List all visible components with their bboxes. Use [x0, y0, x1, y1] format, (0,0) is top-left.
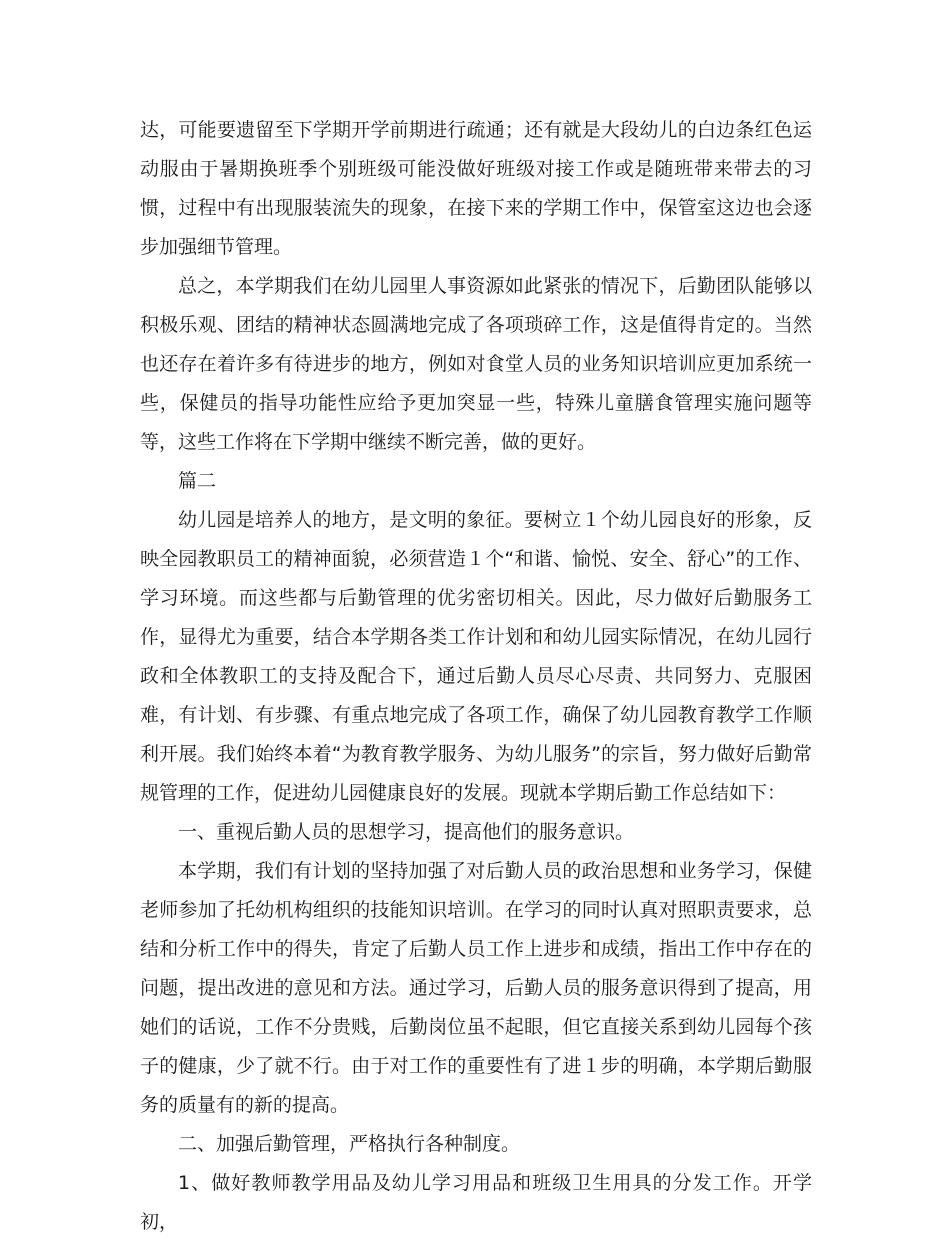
heading-item-two: 二、加强后勤管理，严格执行各种制度。	[178, 1133, 521, 1155]
document-body	[140, 111, 812, 1242]
paragraph-supplies: 1、做好教师教学用品及幼儿学习用品和班级卫生用具的分发工作。开学初，	[140, 1172, 812, 1233]
paragraph-continuation: 达，可能要遗留至下学期开学前期进行疏通；还有就是大段幼儿的白边条红色运动服由于暑期换班季个别班级可能没做好班级对接工作或是随班带来带去的习惯，过程中有出现服装流失的现象，在接下来的学期工作中，保管室这边也会逐步加强细节管理。	[140, 119, 812, 258]
paragraph-summary: 总之，本学期我们在幼儿园里人事资源如此紧张的情况下，后勤团队能够以积极乐观、团结的精神状态圆满地完成了各项琐碎工作，这是值得肯定的。当然也还存在着许多有待进步的地方，例如对食堂人员的业务知识培训应更加系统一些，保健员的指导功能性应给予更加突显一些，特殊儿童膳食管理实施问题等等，这些工作将在下学期中继续不断完善，做的更好。	[140, 275, 812, 453]
paragraph-study: 本学期，我们有计划的坚持加强了对后勤人员的政治思想和业务学习，保健老师参加了托幼机构组织的技能知识培训。在学习的同时认真对照职责要求，总结和分析工作中的得失，肯定了后勤人员工作上进步和成绩，指出工作中存在的问题，提出改进的意见和方法。通过学习，后勤人员的服务意识得到了提高，用她们的话说，工作不分贵贱，后勤岗位虽不起眼，但它直接关系到幼儿园每个孩子的健康，少了就不行。由于对工作的重要性有了进１步的明确，本学期后勤服务的质量有的新的提高。	[140, 860, 812, 1116]
paragraph-intro: 幼儿园是培养人的地方，是文明的象征。要树立１个幼儿园良好的形象，反映全园教职员工的精神面貌，必须营造１个“和谐、愉悦、安全、舒心”的工作、学习环境。而这些都与后勤管理的优劣密切相关。因此，尽力做好后勤服务工作，显得尤为重要，结合本学期各类工作计划和和幼儿园实际情况，在幼儿园行政和全体教职工的支持及配合下，通过后勤人员尽心尽责、共同努力、克服困难，有计划、有步骤、有重点地完成了各项工作，确保了幼儿园教育教学工作顺利开展。我们始终本着“为教育教学服务、为幼儿服务”的宗旨，努力做好后勤常规管理的工作，促进幼儿园健康良好的发展。现就本学期后勤工作总结如下：	[140, 509, 812, 804]
section-heading-part-two: 篇二	[178, 470, 217, 492]
heading-item-one: 一、重视后勤人员的思想学习，提高他们的服务意识。	[178, 821, 635, 843]
